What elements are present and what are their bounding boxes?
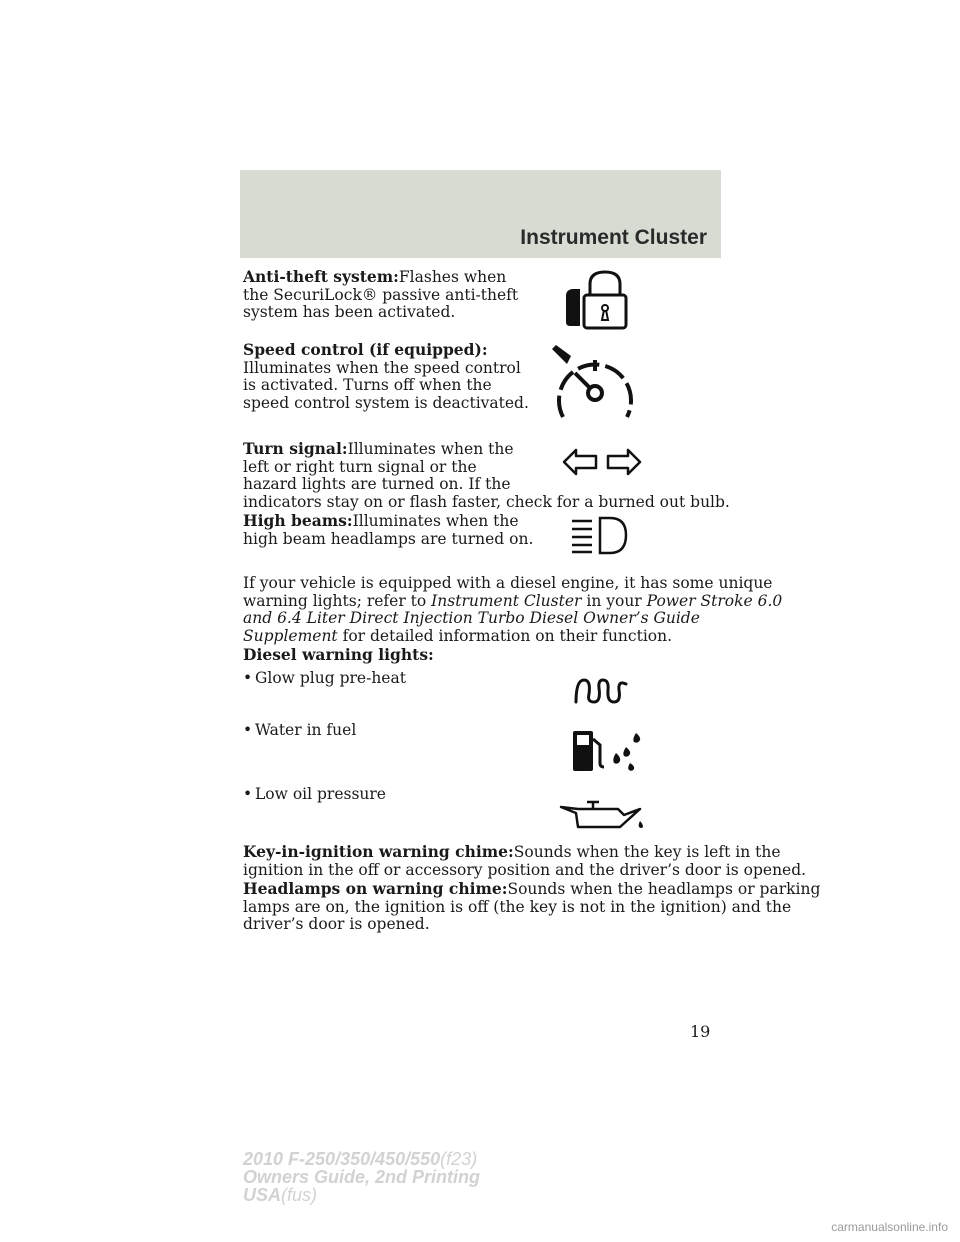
section-title: Instrument Cluster [520,226,707,249]
speed-control-paragraph [243,341,529,412]
turn-signal-paragraph [243,440,730,511]
turn-signal-text-1: Illuminates when the [347,440,514,458]
diesel-intro-text-3: and 6.4 Liter Direct Injection Turbo Diesel Owner’s Guide [243,609,700,627]
water-in-fuel-icon [570,725,645,775]
headlamp-chime-text-2: lamps are on, the ignition is off (the key is not in the ignition) and the [243,897,792,916]
page-number: 19 [690,1022,711,1041]
turn-signal-arrows-icon [562,446,642,478]
anti-theft-label: Anti-theft system: [243,267,399,286]
diesel-intro-text-4: for detailed information on their function. [337,626,673,645]
supplement-reference: Supplement [243,626,338,645]
anti-theft-paragraph [243,268,518,322]
high-beams-paragraph [243,512,533,548]
diesel-intro-text-2a: warning lights; refer to [243,591,432,610]
high-beams-text-2: high beam headlamps are turned on. [243,529,534,548]
diesel-intro-paragraph [243,575,782,645]
list-item: • Low oil pressure [243,785,386,803]
low-oil-pressure-label: Low oil pressure [255,785,386,803]
diesel-intro-text-2c: in your [581,591,647,610]
turn-signal-label: Turn signal: [243,439,348,458]
speed-control-text-3: speed control system is deactivated. [243,393,529,412]
anti-theft-text-1: Flashes when [398,268,507,286]
speed-control-text-1: Illuminates when the speed control [243,358,521,377]
speed-control-text-2: is activated. Turns off when the [243,376,492,394]
anti-theft-text-2: the SecuriLock® passive anti-theft [243,285,519,304]
diesel-intro-text-1: If your vehicle is equipped with a diesel engine, it has some unique [243,574,773,592]
water-in-fuel-label: Water in fuel [255,721,357,739]
footer-edition: Owners Guide, 2nd Printing [243,1167,481,1187]
footer-market-code: (fus) [281,1185,318,1205]
key-chime-text-2: ignition in the off or accessory position and the driver’s door is opened. [243,860,807,879]
section-header [240,170,721,258]
headlamp-chime-label: Headlamps on warning chime: [243,879,508,898]
anti-theft-text-3: system has been activated. [243,303,456,321]
turn-signal-text-3: hazard lights are turned on. If the [243,475,511,493]
instrument-cluster-reference: Instrument Cluster [431,591,582,610]
turn-signal-text-2: left or right turn signal or the [243,457,477,476]
key-chime-text-1: Sounds when the key is left in the [513,843,781,861]
oil-can-icon [558,795,648,835]
high-beams-text-1: Illuminates when the [352,512,519,530]
footer-model: 2010 F-250/350/450/550 [243,1149,441,1169]
footer-model-code: (f23) [440,1149,478,1169]
key-chime-paragraph [243,843,806,879]
diesel-warning-heading: Diesel warning lights: [243,645,434,664]
high-beams-label: High beams: [243,511,353,530]
turn-signal-text-4: indicators stay on or flash faster, check for a burned out bulb. [243,492,730,511]
footer-market: USA [243,1185,282,1205]
document-footer [243,1150,480,1204]
high-beam-icon [570,515,630,555]
glow-plug-icon [572,676,630,706]
key-chime-label: Key-in-ignition warning chime: [243,842,514,861]
headlamp-chime-paragraph [243,880,820,934]
list-item: • Water in fuel [243,721,357,739]
speed-control-label: Speed control (if equipped): [243,340,488,359]
headlamp-chime-text-1: Sounds when the headlamps or parking [507,880,821,898]
power-stroke-reference: Power Stroke 6.0 [646,591,783,610]
speedometer-icon [545,345,640,425]
lock-vehicle-icon [562,270,632,330]
list-item: • Glow plug pre-heat [243,669,406,687]
headlamp-chime-text-3: driver’s door is opened. [243,915,430,933]
watermark: carmanualsonline.info [831,1220,948,1234]
glow-plug-label: Glow plug pre-heat [255,669,406,687]
